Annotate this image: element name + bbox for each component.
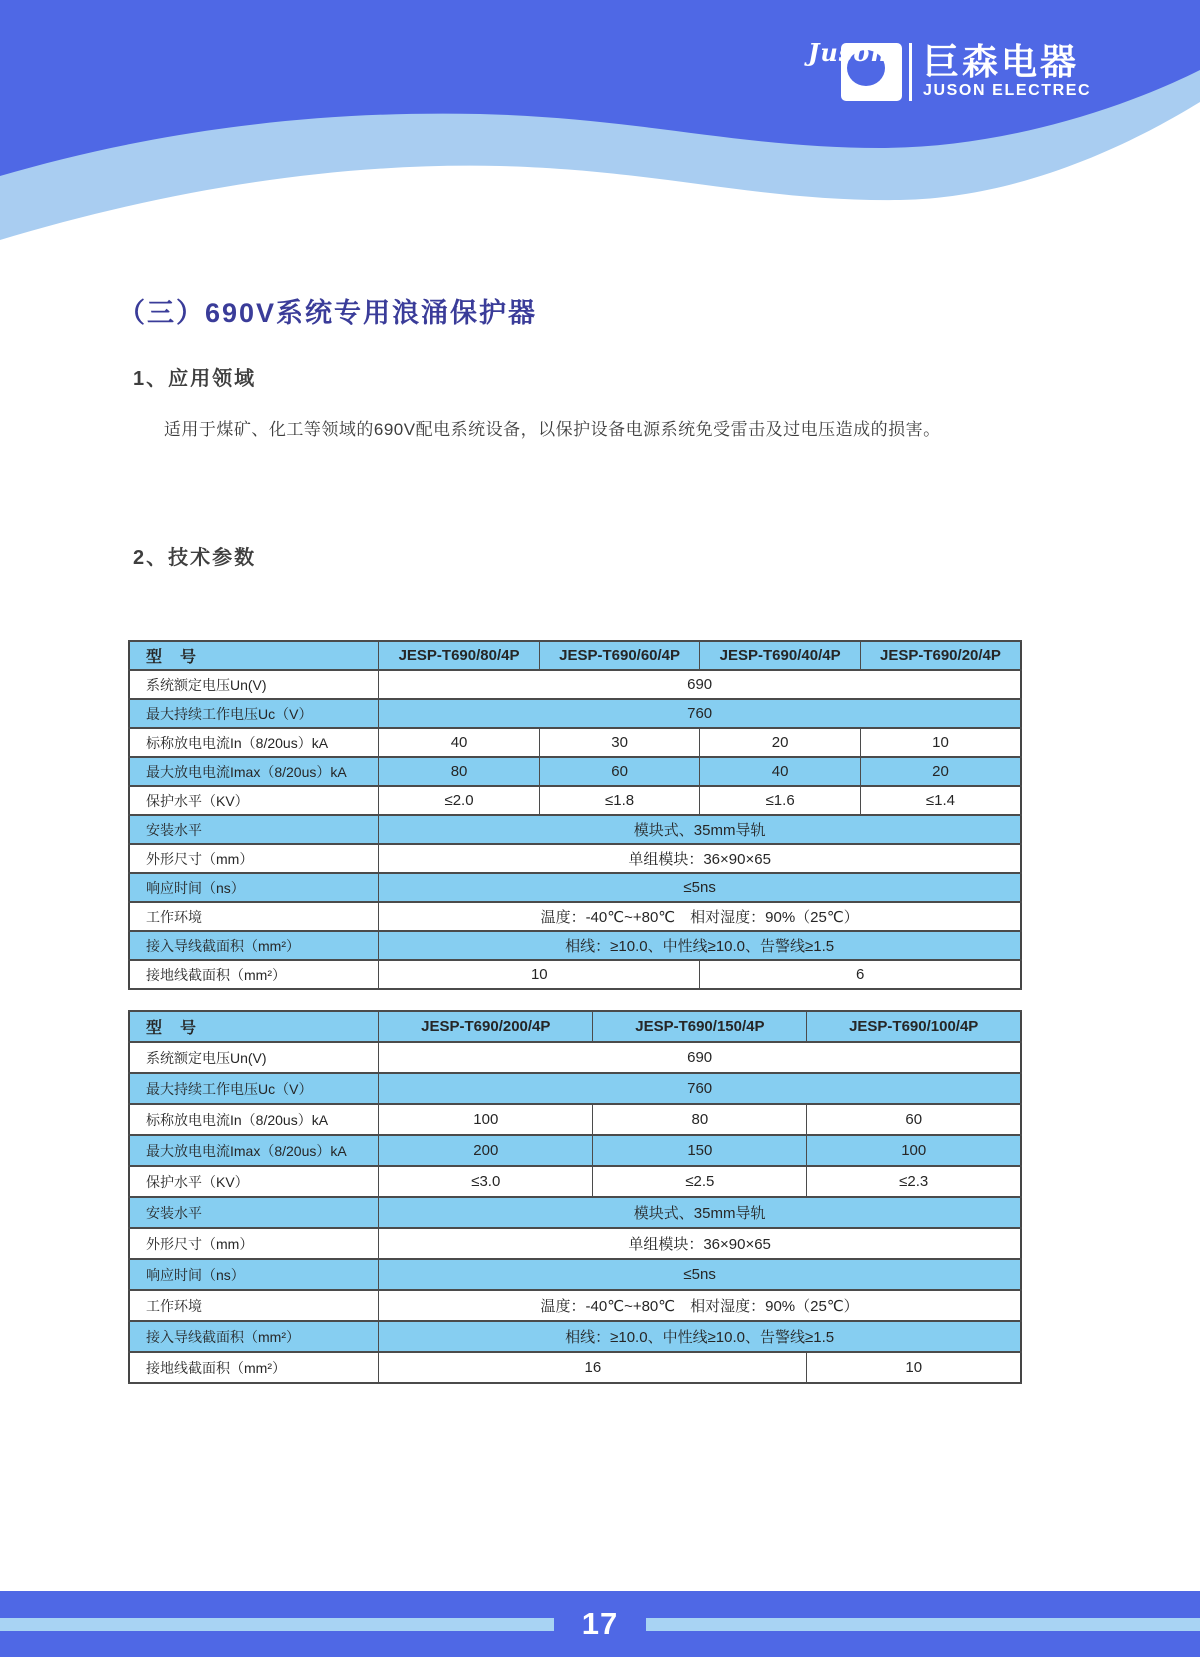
row-label-cell: 最大持续工作电压Uc（V）	[129, 1073, 379, 1104]
value-cell: 模块式、35mm导轨	[379, 1197, 1021, 1228]
table-row	[129, 1197, 1021, 1228]
table-row	[129, 670, 1021, 699]
value-cell: 20	[860, 757, 1021, 786]
value-cell: 10	[379, 960, 700, 989]
table-row	[129, 1259, 1021, 1290]
logo	[805, 26, 1092, 110]
table-row	[129, 931, 1021, 960]
row-label-cell: 接入导线截面积（mm²）	[129, 1321, 379, 1352]
table-row	[129, 786, 1021, 815]
row-label-cell: 安装水平	[129, 815, 379, 844]
value-cell: 16	[379, 1352, 807, 1383]
value-cell: 10	[807, 1352, 1021, 1383]
value-cell: 30	[539, 728, 700, 757]
page-title: （三）690V系统专用浪涌保护器	[118, 298, 538, 328]
value-cell: 100	[807, 1135, 1021, 1166]
spec-table	[128, 1010, 1022, 1384]
value-cell: 温度：-40℃~+80℃ 相对湿度：90%（25℃）	[379, 1290, 1021, 1321]
table-row	[129, 815, 1021, 844]
table-row	[129, 902, 1021, 931]
table-row	[129, 960, 1021, 989]
value-cell: ≤2.3	[807, 1166, 1021, 1197]
table-row	[129, 1352, 1021, 1383]
logo-name-cn: 巨森电器	[923, 41, 1080, 82]
table-row	[129, 728, 1021, 757]
spec-table-2-container	[128, 1010, 1022, 1384]
table-row	[129, 844, 1021, 873]
spec-table	[128, 640, 1022, 990]
table-header-row	[129, 641, 1021, 670]
table-header-row	[129, 1011, 1021, 1042]
value-cell: 40	[379, 728, 540, 757]
row-label-cell: 接地线截面积（mm²）	[129, 1352, 379, 1383]
value-cell: ≤1.4	[860, 786, 1021, 815]
model-header-cell: JESP-T690/60/4P	[539, 641, 700, 670]
row-label-cell: 工作环境	[129, 902, 379, 931]
row-label-cell: 工作环境	[129, 1290, 379, 1321]
value-cell: 690	[379, 1042, 1021, 1073]
value-cell: 10	[860, 728, 1021, 757]
row-label-cell: 响应时间（ns）	[129, 873, 379, 902]
table-row	[129, 1073, 1021, 1104]
row-label-cell: 外形尺寸（mm）	[129, 844, 379, 873]
spec-table-1-container	[128, 640, 1022, 990]
model-header-cell: JESP-T690/20/4P	[860, 641, 1021, 670]
model-header-cell: JESP-T690/100/4P	[807, 1011, 1021, 1042]
row-label-cell: 系统额定电压Un(V)	[129, 670, 379, 699]
model-header-cell: JESP-T690/200/4P	[379, 1011, 593, 1042]
row-label-cell: 响应时间（ns）	[129, 1259, 379, 1290]
row-label-cell: 接入导线截面积（mm²）	[129, 931, 379, 960]
value-cell: 200	[379, 1135, 593, 1166]
value-cell: 60	[539, 757, 700, 786]
specs-heading: 2、技术参数	[133, 547, 257, 569]
value-cell: 20	[700, 728, 861, 757]
table-row	[129, 757, 1021, 786]
value-cell: ≤1.6	[700, 786, 861, 815]
value-cell: 80	[593, 1104, 807, 1135]
value-cell: 相线：≥10.0、中性线≥10.0、告警线≥1.5	[379, 931, 1021, 960]
table-row	[129, 1166, 1021, 1197]
value-cell: 690	[379, 670, 1021, 699]
value-cell: 单组模块：36×90×65	[379, 844, 1021, 873]
table-row	[129, 873, 1021, 902]
application-heading: 1、应用领域	[133, 368, 257, 390]
value-cell: 150	[593, 1135, 807, 1166]
value-cell: ≤2.5	[593, 1166, 807, 1197]
table-row	[129, 1042, 1021, 1073]
value-cell: 单组模块：36×90×65	[379, 1228, 1021, 1259]
value-cell: ≤1.8	[539, 786, 700, 815]
model-column-label: 型 号	[129, 1011, 379, 1042]
page-number: 17	[554, 1603, 646, 1645]
table-row	[129, 1135, 1021, 1166]
value-cell: 6	[700, 960, 1021, 989]
model-header-cell: JESP-T690/40/4P	[700, 641, 861, 670]
table-row	[129, 1321, 1021, 1352]
value-cell: 760	[379, 699, 1021, 728]
row-label-cell: 系统额定电压Un(V)	[129, 1042, 379, 1073]
value-cell: 60	[807, 1104, 1021, 1135]
logo-name-en: JUSON ELECTREC	[923, 82, 1092, 99]
value-cell: 温度：-40℃~+80℃ 相对湿度：90%（25℃）	[379, 902, 1021, 931]
model-column-label: 型 号	[129, 641, 379, 670]
row-label-cell: 保护水平（KV）	[129, 1166, 379, 1197]
row-label-cell: 保护水平（KV）	[129, 786, 379, 815]
value-cell: 模块式、35mm导轨	[379, 815, 1021, 844]
row-label-cell: 安装水平	[129, 1197, 379, 1228]
value-cell: 100	[379, 1104, 593, 1135]
value-cell: ≤2.0	[379, 786, 540, 815]
application-paragraph: 适用于煤矿、化工等领域的690V配电系统设备，以保护设备电源系统免受雷击及过电压造成的损害。	[163, 420, 941, 439]
row-label-cell: 标称放电电流In（8/20us）kA	[129, 1104, 379, 1135]
table-row	[129, 699, 1021, 728]
value-cell: 760	[379, 1073, 1021, 1104]
row-label-cell: 最大放电电流Imax（8/20us）kA	[129, 757, 379, 786]
row-label-cell: 标称放电电流In（8/20us）kA	[129, 728, 379, 757]
row-label-cell: 最大放电电流Imax（8/20us）kA	[129, 1135, 379, 1166]
model-header-cell: JESP-T690/80/4P	[379, 641, 540, 670]
value-cell: 80	[379, 757, 540, 786]
logo-script-text: Juson	[808, 38, 889, 67]
table-row	[129, 1290, 1021, 1321]
value-cell: ≤5ns	[379, 873, 1021, 902]
logo-divider	[909, 43, 912, 101]
table-row	[129, 1104, 1021, 1135]
row-label-cell: 接地线截面积（mm²）	[129, 960, 379, 989]
value-cell: ≤5ns	[379, 1259, 1021, 1290]
value-cell: ≤3.0	[379, 1166, 593, 1197]
table-row	[129, 1228, 1021, 1259]
row-label-cell: 最大持续工作电压Uc（V）	[129, 699, 379, 728]
footer	[0, 1591, 1200, 1657]
value-cell: 40	[700, 757, 861, 786]
row-label-cell: 外形尺寸（mm）	[129, 1228, 379, 1259]
model-header-cell: JESP-T690/150/4P	[593, 1011, 807, 1042]
value-cell: 相线：≥10.0、中性线≥10.0、告警线≥1.5	[379, 1321, 1021, 1352]
